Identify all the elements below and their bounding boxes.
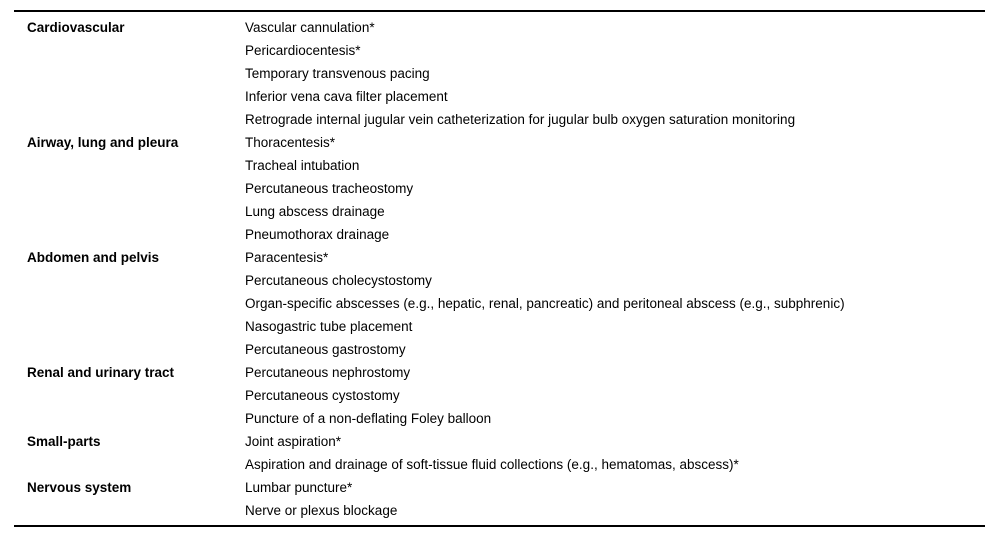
table-row — [14, 384, 985, 407]
procedure-cell: Percutaneous tracheostomy — [245, 181, 414, 196]
table-row — [14, 453, 985, 476]
table-row — [14, 338, 985, 361]
table-row — [14, 85, 985, 108]
procedure-cell: Retrograde internal jugular vein catheterization for jugular bulb oxygen saturation monitoring — [245, 112, 796, 127]
procedure-cell: Paracentesis* — [245, 250, 329, 265]
procedure-cell: Puncture of a non-deflating Foley balloon — [245, 411, 492, 426]
table-row — [14, 223, 985, 246]
procedure-cell: Inferior vena cava filter placement — [245, 89, 448, 104]
table-row — [14, 62, 985, 85]
table-body — [14, 16, 985, 522]
procedure-cell: Pericardiocentesis* — [245, 43, 361, 58]
table-row — [14, 39, 985, 62]
procedure-cell: Temporary transvenous pacing — [245, 66, 430, 81]
procedure-cell: Organ-specific abscesses (e.g., hepatic, renal, pancreatic) and peritoneal abscess (e.g., subphrenic) — [245, 296, 845, 311]
procedure-cell: Nasogastric tube placement — [245, 319, 413, 334]
procedure-cell: Joint aspiration* — [245, 434, 342, 449]
category-cell: Nervous system — [27, 480, 132, 495]
category-cell: Airway, lung and pleura — [27, 135, 179, 150]
table-row — [14, 361, 985, 384]
procedure-cell: Percutaneous nephrostomy — [245, 365, 411, 380]
category-cell: Abdomen and pelvis — [27, 250, 160, 265]
procedure-cell: Tracheal intubation — [245, 158, 360, 173]
table-row — [14, 269, 985, 292]
table-row — [14, 177, 985, 200]
table-row — [14, 200, 985, 223]
procedure-cell: Lumbar puncture* — [245, 480, 353, 495]
procedure-cell: Pneumothorax drainage — [245, 227, 390, 242]
table-row — [14, 430, 985, 453]
table-row — [14, 315, 985, 338]
table-row — [14, 108, 985, 131]
procedure-cell: Aspiration and drainage of soft-tissue fluid collections (e.g., hematomas, abscess)* — [245, 457, 739, 472]
procedure-cell: Vascular cannulation* — [245, 20, 375, 35]
table-row — [14, 154, 985, 177]
category-cell: Cardiovascular — [27, 20, 125, 35]
category-cell: Small-parts — [27, 434, 101, 449]
procedure-cell: Percutaneous cholecystostomy — [245, 273, 432, 288]
table-row — [14, 407, 985, 430]
table-row — [14, 499, 985, 522]
table-row — [14, 476, 985, 499]
procedures-table — [14, 10, 985, 527]
category-cell: Renal and urinary tract — [27, 365, 175, 380]
procedure-cell: Nerve or plexus blockage — [245, 503, 398, 518]
table-row — [14, 246, 985, 269]
table-row — [14, 131, 985, 154]
procedure-cell: Percutaneous cystostomy — [245, 388, 400, 403]
procedure-cell: Lung abscess drainage — [245, 204, 385, 219]
table-row — [14, 292, 985, 315]
procedure-cell: Percutaneous gastrostomy — [245, 342, 406, 357]
table-row — [14, 16, 985, 39]
procedure-cell: Thoracentesis* — [245, 135, 336, 150]
